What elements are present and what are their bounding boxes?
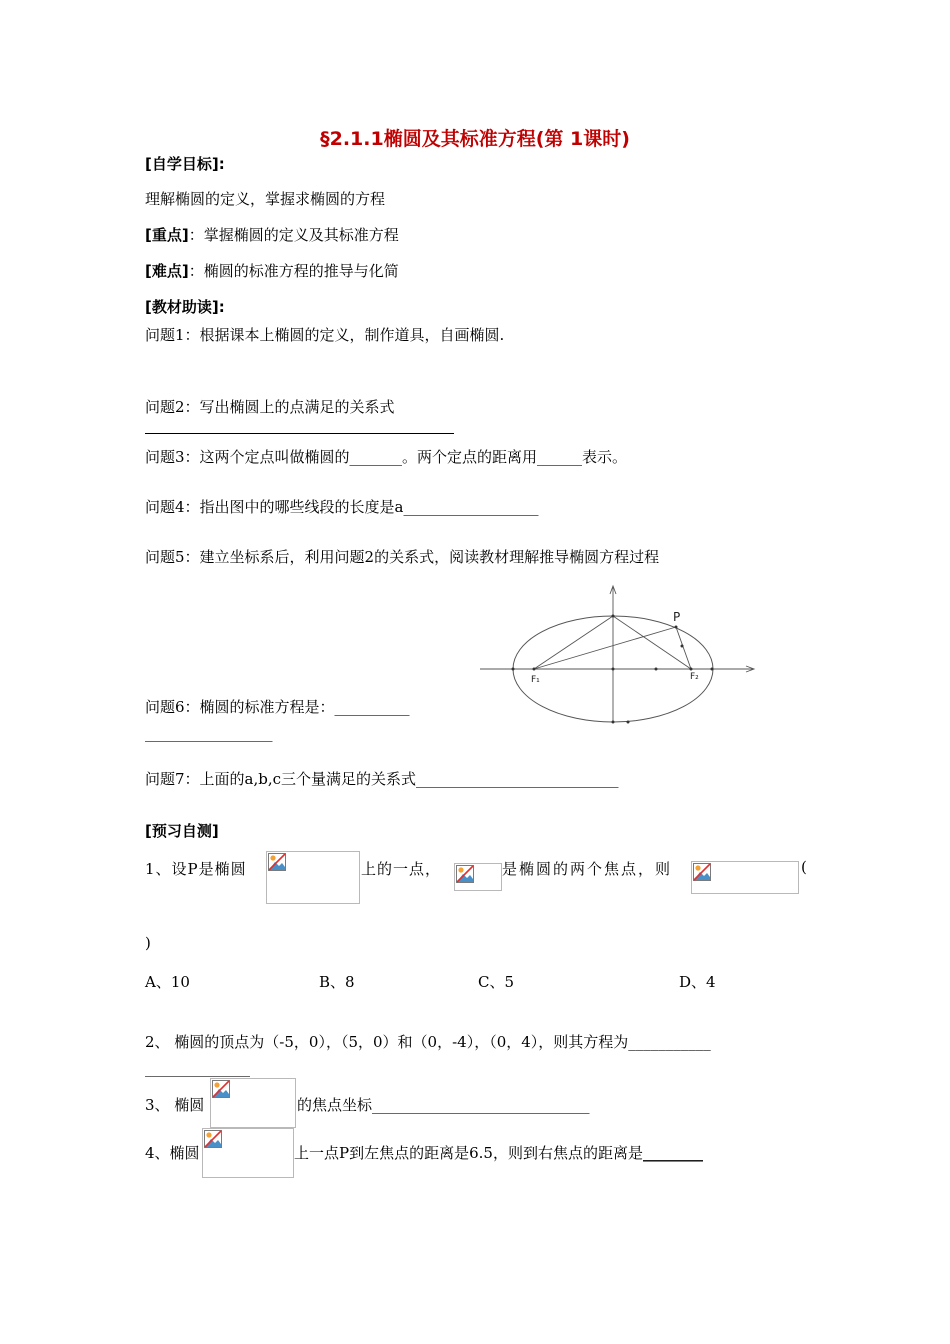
vertex-top-point (612, 615, 615, 618)
vertex-bottom-point (612, 721, 615, 724)
option-c: C、5 (478, 973, 515, 991)
key-point-label: [重点] (145, 226, 189, 244)
question-1: 问题1：根据课本上椭圆的定义，制作道具，自画椭圆. (145, 326, 505, 344)
question-4: 问题4：指出图中的哪些线段的长度是a__________________ (145, 498, 539, 516)
label-f1: F₁ (531, 675, 540, 685)
label-f2: F₂ (690, 672, 699, 682)
segment-f1-p (534, 627, 676, 669)
origin-point (612, 668, 615, 671)
vertex-left-point (512, 668, 515, 671)
question-6-continuation: _________________ (145, 724, 273, 742)
goal-heading: [自学目标]: (145, 155, 225, 173)
broken-image-icon (456, 865, 474, 883)
option-d: D、4 (679, 973, 716, 991)
answer-line-q2 (145, 433, 454, 434)
point-p (675, 626, 678, 629)
ellipse-diagram (476, 582, 766, 732)
reading-heading: [教材助读]: (145, 298, 225, 316)
exercise-1-part-a: 1、设P是椭圆 (145, 860, 247, 878)
formula-image-ellipse-1 (266, 851, 360, 904)
difficulty-row (145, 260, 399, 281)
exercise-3-part-a: 3、 椭圆 (145, 1096, 205, 1114)
difficulty-text: ：椭圆的标准方程的推导与化简 (188, 262, 399, 280)
curve-point (681, 645, 684, 648)
exercise-4-part-b (294, 1142, 703, 1163)
key-point-row (145, 224, 399, 245)
preview-heading: [预习自测] (145, 822, 219, 840)
broken-image-icon (693, 863, 711, 881)
option-a: A、10 (145, 973, 190, 991)
broken-image-icon (212, 1080, 230, 1098)
focus-f2-point (690, 668, 693, 671)
exercise-2-continuation: ______________ (145, 1059, 250, 1077)
question-6: 问题6：椭圆的标准方程是：__________ (145, 698, 410, 716)
focus-f1-point (533, 668, 536, 671)
option-b: B、8 (319, 973, 355, 991)
question-3: 问题3：这两个定点叫做椭圆的_______。两个定点的距离用______表示。 (145, 448, 628, 466)
exercise-1-part-d: ( (801, 858, 807, 876)
page-title: §2.1.1椭圆及其标准方程(第 1课时) (320, 128, 630, 150)
key-point-text: ：掌握椭圆的定义及其标准方程 (188, 226, 399, 244)
question-5: 问题5：建立坐标系后，利用问题2的关系式，阅读教材理解推导椭圆方程过程 (145, 548, 660, 566)
broken-image-icon (204, 1130, 222, 1148)
formula-image-expression (691, 861, 799, 894)
formula-image-ellipse-4 (202, 1128, 294, 1178)
broken-image-icon (268, 853, 286, 871)
question-7: 问题7：上面的a,b,c三个量满足的关系式___________________________ (145, 770, 619, 788)
difficulty-label: [难点] (145, 262, 189, 280)
exercise-4-blank: ________ (642, 1144, 703, 1162)
formula-image-ellipse-3 (210, 1078, 296, 1128)
exercise-1-part-b: 上的一点， (361, 860, 442, 878)
segment-b-f1 (534, 616, 613, 669)
formula-image-foci (454, 863, 502, 891)
question-2: 问题2：写出椭圆上的点满足的关系式 (145, 398, 395, 416)
label-p: P (673, 610, 681, 624)
exercise-2: 2、 椭圆的顶点为（-5，0），（5，0）和（0，-4），（0，4），则其方程为___________ (145, 1033, 711, 1051)
exercise-4-part-a: 4、椭圆 (145, 1144, 200, 1162)
exercise-1-close: ) (145, 934, 151, 952)
vertex-right-point (711, 668, 714, 671)
segment-f2-p (676, 627, 691, 669)
axis-point (655, 668, 658, 671)
exercise-1-part-c: 是椭圆的两个焦点，则 (502, 860, 673, 878)
goal-text: 理解椭圆的定义，掌握求椭圆的方程 (145, 190, 386, 208)
exercise-4-text: 上一点P到左焦点的距离是6.5，则到右焦点的距离是 (294, 1144, 643, 1162)
bottom-point (627, 721, 630, 724)
exercise-3-part-b: 的焦点坐标_____________________________ (297, 1096, 590, 1114)
